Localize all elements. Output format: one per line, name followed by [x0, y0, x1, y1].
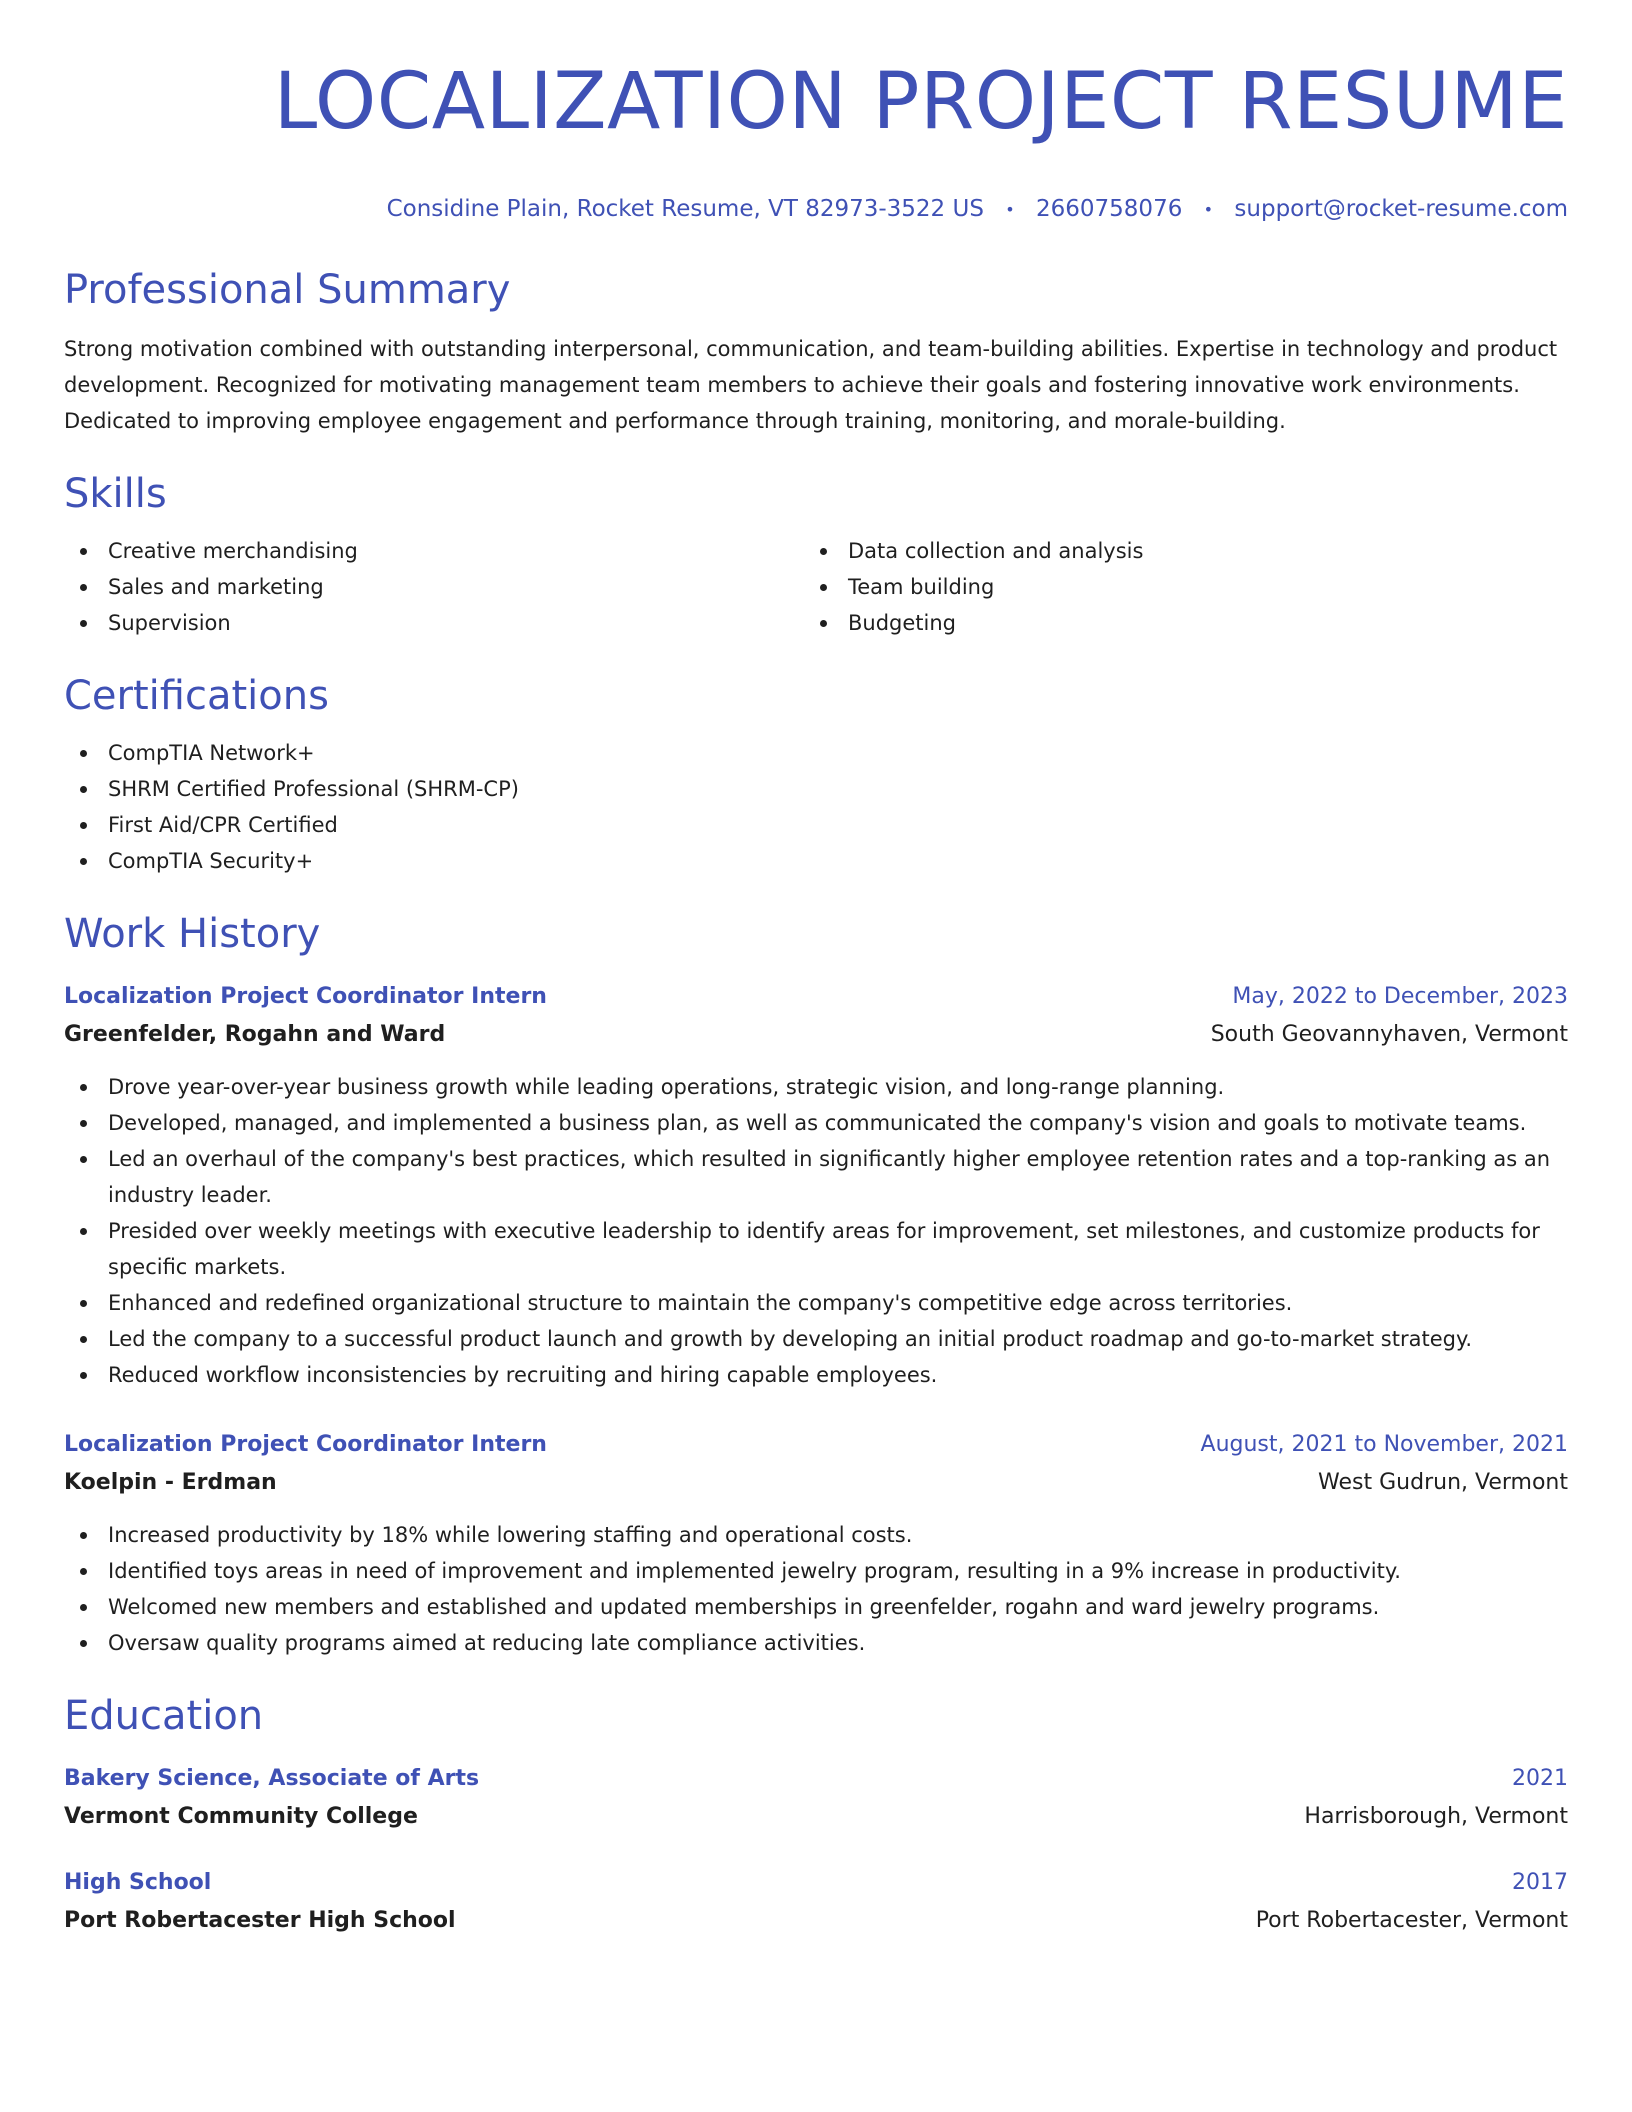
degree: High School: [64, 1869, 212, 1895]
section-title-education: Education: [64, 1692, 264, 1739]
job-bullet-text: Led the company to a successful product launch and growth by developing an initial product roadmap and go-to-market strategy.: [108, 1326, 1473, 1351]
job-bullet-text: Identified toys areas in need of improvement and implemented jewelry program, resulting in a 9% increase in productivity.: [108, 1558, 1401, 1583]
job-dates: August, 2021 to November, 2021: [1200, 1431, 1568, 1457]
skill-item-text: Budgeting: [848, 610, 957, 635]
section-title-skills: Skills: [64, 470, 167, 517]
job-bullet-text: Oversaw quality programs aimed at reducing late compliance activities.: [108, 1630, 866, 1655]
bullet-icon: [80, 858, 87, 865]
job-bullet-text: Increased productivity by 18% while lowering staffing and operational costs.: [108, 1522, 913, 1547]
company-name: Koelpin - Erdman: [64, 1469, 277, 1495]
bullet-icon: [820, 584, 827, 591]
skills-column-left: [64, 533, 804, 641]
job-title: Localization Project Coordinator Intern: [64, 983, 547, 1009]
bullet-icon: [80, 786, 87, 793]
bullet-icon: [80, 1336, 87, 1343]
school-name: Port Robertacester High School: [64, 1907, 456, 1933]
job-bullet: [64, 1069, 1568, 1105]
job-bullet: [64, 1553, 1568, 1589]
certification-item: [64, 807, 1568, 843]
bullet-icon: [80, 1372, 87, 1379]
certification-item-text: CompTIA Network+: [108, 740, 315, 765]
section-title-certifications: Certifications: [64, 672, 329, 719]
job-title: Localization Project Coordinator Intern: [64, 1431, 547, 1457]
skill-item-text: Team building: [848, 574, 995, 599]
bullet-icon: [80, 822, 87, 829]
degree: Bakery Science, Associate of Arts: [64, 1765, 480, 1791]
certification-item: [64, 771, 1568, 807]
contact-separator: •: [1005, 199, 1015, 219]
job-bullet-text: Led an overhaul of the company's best practices, which resulted in significantly higher employee retention rates and a top-ranking as an industry leader.: [108, 1146, 1551, 1207]
certifications-list: [64, 735, 1568, 879]
summary-text: Strong motivation combined with outstanding interpersonal, communication, and team-building abilities. Expertise in technology and product development. Recognized for motivating management team members to achieve their goals and fostering innovative work environments. Dedicated to improving employee engagement and performance through training, monitoring, and morale-building.: [64, 336, 1558, 433]
school-location: Port Robertacester, Vermont: [1255, 1907, 1568, 1933]
company-name: Greenfelder, Rogahn and Ward: [64, 1021, 446, 1047]
job-bullet-text: Reduced workflow inconsistencies by recruiting and hiring capable employees.: [108, 1362, 938, 1387]
certification-item: [64, 735, 1568, 771]
skill-item-text: Supervision: [108, 610, 231, 635]
job-bullet: [64, 1285, 1568, 1321]
school-location: Harrisborough, Vermont: [1304, 1803, 1568, 1829]
contact-address: Considine Plain, Rocket Resume, VT 82973-3522 US: [386, 196, 984, 222]
bullet-icon: [820, 620, 827, 627]
bullet-icon: [80, 1120, 87, 1127]
skill-item-text: Data collection and analysis: [848, 538, 1144, 563]
job-bullet: [64, 1357, 1568, 1393]
bullet-icon: [80, 1228, 87, 1235]
job-entry: [64, 979, 1568, 1393]
bullet-icon: [80, 1604, 87, 1611]
bullet-icon: [820, 548, 827, 555]
bullet-icon: [80, 1640, 87, 1647]
skills-grid: [64, 533, 1568, 641]
job-bullet: [64, 1105, 1568, 1141]
job-location: South Geovannyhaven, Vermont: [1210, 1021, 1568, 1047]
job-dates: May, 2022 to December, 2023: [1232, 983, 1568, 1009]
contact-separator: •: [1203, 199, 1214, 219]
job-bullet: [64, 1141, 1568, 1213]
skill-item-text: Creative merchandising: [108, 538, 358, 563]
bullet-icon: [80, 1156, 87, 1163]
bullet-icon: [80, 548, 87, 555]
skill-item: [64, 605, 804, 641]
skill-item: [804, 605, 1544, 641]
job-entry: [64, 1427, 1568, 1661]
bullet-icon: [80, 750, 87, 757]
job-bullets: [64, 1069, 1568, 1393]
job-location: West Gudrun, Vermont: [1318, 1469, 1568, 1495]
job-bullet: [64, 1213, 1568, 1285]
skills-column-right: [804, 533, 1544, 641]
graduation-year: 2017: [1512, 1869, 1568, 1895]
contact-email: support@rocket-resume.com: [1234, 196, 1568, 222]
job-bullets: [64, 1517, 1568, 1661]
bullet-icon: [80, 1084, 87, 1091]
skill-item: [64, 569, 804, 605]
skill-item: [804, 569, 1544, 605]
school-name: Vermont Community College: [64, 1803, 418, 1829]
resume-name: LOCALIZATION PROJECT RESUME: [273, 57, 1568, 147]
education-entry: [64, 1865, 1568, 1941]
skill-item: [64, 533, 804, 569]
job-bullet-text: Drove year-over-year business growth while leading operations, strategic vision, and long-range planning.: [108, 1074, 1225, 1099]
section-title-work-history: Work History: [64, 910, 321, 957]
contact-phone: 2660758076: [1036, 196, 1183, 222]
contact-line: [64, 194, 1568, 225]
bullet-icon: [80, 584, 87, 591]
bullet-icon: [80, 1300, 87, 1307]
job-bullet: [64, 1517, 1568, 1553]
bullet-icon: [80, 620, 87, 627]
job-bullet: [64, 1625, 1568, 1661]
bullet-icon: [80, 1568, 87, 1575]
certification-item-text: First Aid/CPR Certified: [108, 812, 338, 837]
graduation-year: 2021: [1512, 1765, 1568, 1791]
bullet-icon: [80, 1532, 87, 1539]
section-title-summary: Professional Summary: [64, 266, 511, 313]
skill-item: [804, 533, 1544, 569]
skill-item-text: Sales and marketing: [108, 574, 324, 599]
certification-item-text: SHRM Certified Professional (SHRM-CP): [108, 776, 519, 801]
certification-item: [64, 843, 1568, 879]
job-bullet: [64, 1321, 1568, 1357]
certification-item-text: CompTIA Security+: [108, 848, 314, 873]
job-bullet-text: Presided over weekly meetings with executive leadership to identify areas for improvement, set milestones, and customize products for specific markets.: [108, 1218, 1540, 1279]
education-entry: [64, 1761, 1568, 1837]
job-bullet-text: Welcomed new members and established and updated memberships in greenfelder, rogahn and ward jewelry programs.: [108, 1594, 1380, 1619]
job-bullet-text: Enhanced and redefined organizational structure to maintain the company's competitive edge across territories.: [108, 1290, 1293, 1315]
job-bullet-text: Developed, managed, and implemented a business plan, as well as communicated the company's vision and goals to motivate teams.: [108, 1110, 1527, 1135]
job-bullet: [64, 1589, 1568, 1625]
